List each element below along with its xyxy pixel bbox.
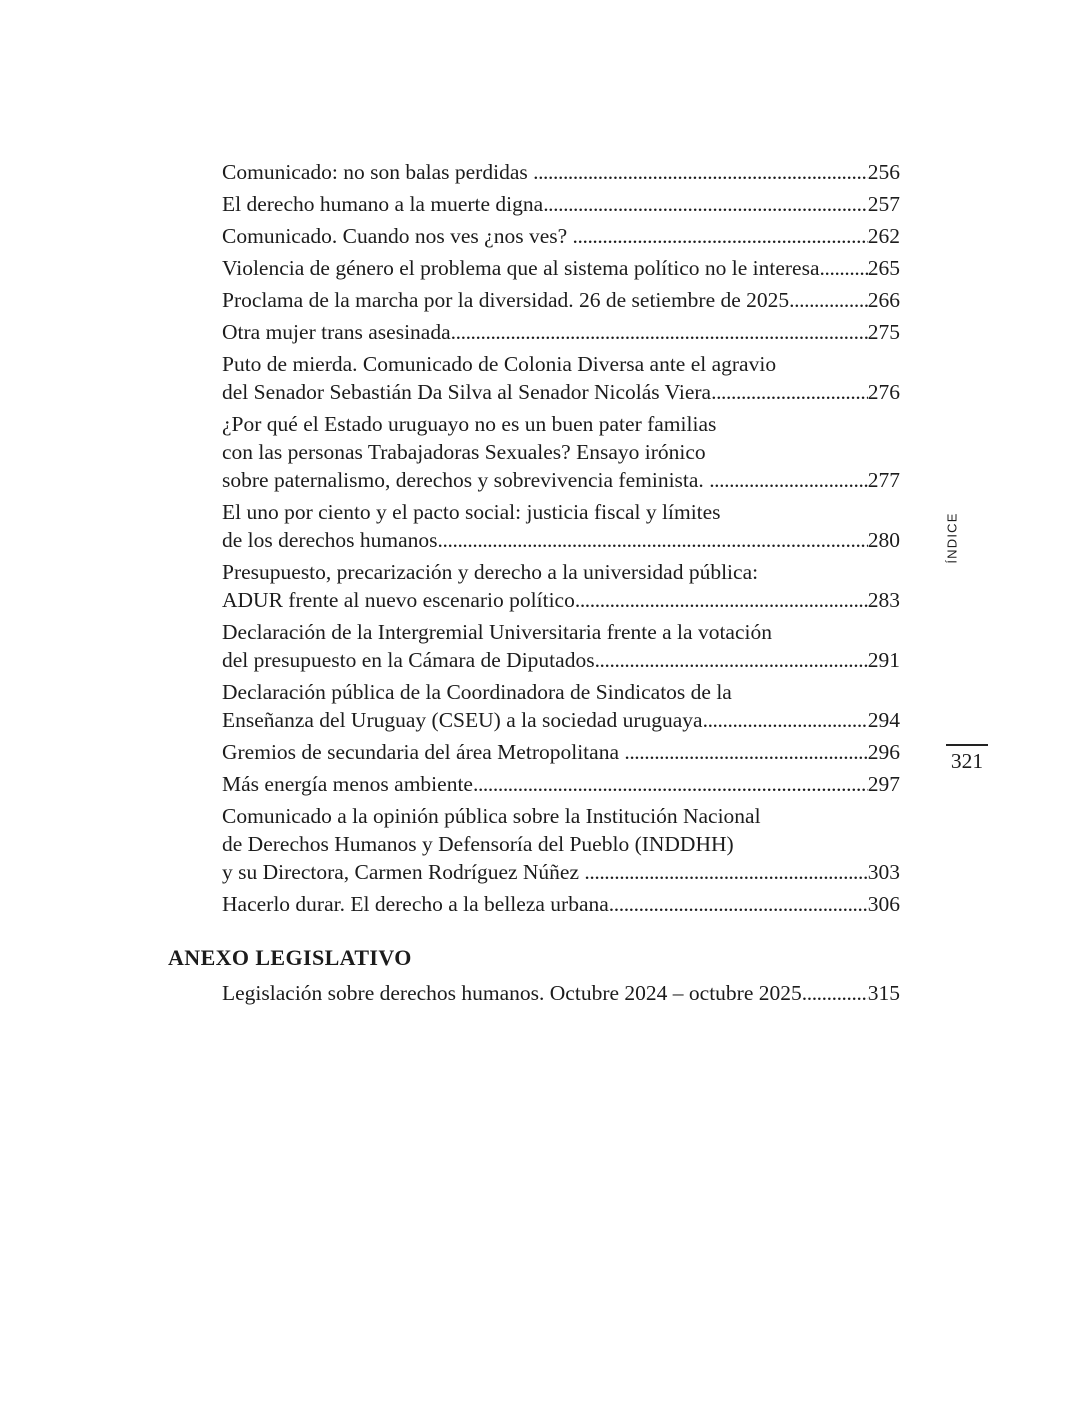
dot-leader	[451, 318, 868, 346]
toc-entry-last-line	[222, 979, 900, 1007]
toc-entry-last-line	[222, 890, 900, 918]
toc-page-ref: 276	[867, 380, 900, 404]
toc-entry-last-line	[222, 190, 900, 218]
toc-entry-title: El derecho humano a la muerte digna	[222, 192, 544, 216]
toc-entry-last-line	[222, 706, 900, 734]
toc-page-ref: 277	[867, 468, 900, 492]
dot-leader	[575, 586, 868, 614]
toc-entry-title: de los derechos humanos	[222, 528, 438, 552]
toc-entry-last-line	[222, 466, 900, 494]
toc-entry	[222, 158, 900, 186]
toc-entry	[222, 254, 900, 282]
toc-entry-line: ¿Por qué el Estado uruguayo no es un buen pater familias	[222, 412, 717, 436]
toc-entry	[222, 222, 900, 250]
dot-leader	[709, 466, 868, 494]
dot-leader	[624, 738, 867, 766]
toc-entry-title: Comunicado. Cuando nos ves ¿nos ves?	[222, 224, 573, 248]
toc-entry	[222, 802, 900, 886]
toc-entry-title: y su Directora, Carmen Rodríguez Núñez	[222, 860, 585, 884]
toc-page-ref: 294	[867, 708, 900, 732]
toc-page-ref: 297	[867, 772, 900, 796]
toc-page-ref: 266	[867, 288, 900, 312]
toc-page-ref: 280	[867, 528, 900, 552]
dot-leader	[533, 158, 868, 186]
dot-leader	[609, 890, 868, 918]
toc-page-ref: 291	[867, 648, 900, 672]
annex-section-heading: ANEXO LEGISLATIVO	[168, 945, 412, 970]
toc-entry-title: Gremios de secundaria del área Metropolitana	[222, 740, 625, 764]
toc-entry	[222, 558, 900, 614]
toc-entry-last-line	[222, 646, 900, 674]
toc-entry	[222, 770, 900, 798]
toc-entry-title: del Senador Sebastián Da Silva al Senador Nicolás Viera	[222, 380, 712, 404]
toc-entry-last-line	[222, 526, 900, 554]
toc-page-ref: 257	[867, 192, 900, 216]
dot-leader	[703, 706, 868, 734]
toc-entry	[222, 318, 900, 346]
toc-entry	[222, 498, 900, 554]
toc-entry-last-line	[222, 858, 900, 886]
toc-entry-title: Otra mujer trans asesinada	[222, 320, 451, 344]
toc-page-ref: 265	[867, 256, 900, 280]
toc-entry	[222, 618, 900, 674]
toc-entry-title: ADUR frente al nuevo escenario político	[222, 588, 575, 612]
toc-entry-last-line	[222, 254, 900, 282]
toc-entry-title: del presupuesto en la Cámara de Diputados	[222, 648, 595, 672]
toc-entry-last-line	[222, 318, 900, 346]
toc-entry-title: Legislación sobre derechos humanos. Octubre 2024 – octubre 2025	[222, 981, 802, 1005]
dot-leader	[543, 190, 868, 218]
toc-entry-line: Declaración de la Intergremial Universitaria frente a la votación	[222, 620, 772, 644]
toc-entry-title: sobre paternalismo, derechos y sobrevivencia feminista.	[222, 468, 710, 492]
toc-page-ref: 275	[867, 320, 900, 344]
dot-leader	[820, 254, 868, 282]
toc-list	[168, 158, 900, 918]
toc-page-ref: 303	[867, 860, 900, 884]
toc-entry	[222, 738, 900, 766]
dot-leader	[789, 286, 868, 314]
toc-entry-last-line	[222, 586, 900, 614]
dot-leader	[584, 858, 867, 886]
dot-leader	[473, 770, 868, 798]
toc-content	[168, 158, 900, 1011]
toc-entry-line: Presupuesto, precarización y derecho a la universidad pública:	[222, 560, 759, 584]
toc-entry	[222, 678, 900, 734]
toc-entry-title: Proclama de la marcha por la diversidad. 26 de setiembre de 2025	[222, 288, 790, 312]
toc-entry-last-line	[222, 158, 900, 186]
toc-page-ref: 256	[867, 160, 900, 184]
toc-page-ref: 262	[867, 224, 900, 248]
annex-list	[168, 979, 900, 1007]
toc-entry-title: Comunicado: no son balas perdidas	[222, 160, 534, 184]
toc-entry-last-line	[222, 286, 900, 314]
dot-leader	[595, 646, 868, 674]
toc-entry-last-line	[222, 770, 900, 798]
toc-entry-title: Más energía menos ambiente	[222, 772, 473, 796]
toc-page-ref: 315	[867, 981, 900, 1005]
toc-entry-line: Declaración pública de la Coordinadora de Sindicatos de la	[222, 680, 732, 704]
toc-entry	[222, 979, 900, 1007]
toc-page-ref: 296	[867, 740, 900, 764]
dot-leader	[438, 526, 868, 554]
toc-page-ref: 283	[867, 588, 900, 612]
toc-entry-title: Hacerlo durar. El derecho a la belleza urbana	[222, 892, 609, 916]
toc-entry	[222, 190, 900, 218]
dot-leader	[802, 979, 868, 1007]
toc-entry-title: Violencia de género el problema que al sistema político no le interesa	[222, 256, 820, 280]
page-number: 321	[950, 749, 984, 773]
dot-leader	[711, 378, 868, 406]
toc-entry-line: de Derechos Humanos y Defensoría del Pueblo (INDDHH)	[222, 832, 734, 856]
toc-entry	[222, 350, 900, 406]
toc-entry	[222, 890, 900, 918]
toc-entry-line: Comunicado a la opinión pública sobre la Institución Nacional	[222, 804, 761, 828]
page-number-block	[946, 744, 988, 773]
toc-entry-line: El uno por ciento y el pacto social: justicia fiscal y límites	[222, 500, 721, 524]
toc-entry-last-line	[222, 738, 900, 766]
toc-entry-line: con las personas Trabajadoras Sexuales? Ensayo irónico	[222, 440, 706, 464]
sidebar-index-label: ÍNDICE	[944, 512, 960, 564]
toc-entry-title: Enseñanza del Uruguay (CSEU) a la sociedad uruguaya	[222, 708, 703, 732]
toc-page-ref: 306	[867, 892, 900, 916]
toc-entry-line: Puto de mierda. Comunicado de Colonia Diversa ante el agravio	[222, 352, 777, 376]
toc-entry	[222, 410, 900, 494]
toc-entry-last-line	[222, 222, 900, 250]
toc-entry-last-line	[222, 378, 900, 406]
toc-entry	[222, 286, 900, 314]
dot-leader	[573, 222, 868, 250]
